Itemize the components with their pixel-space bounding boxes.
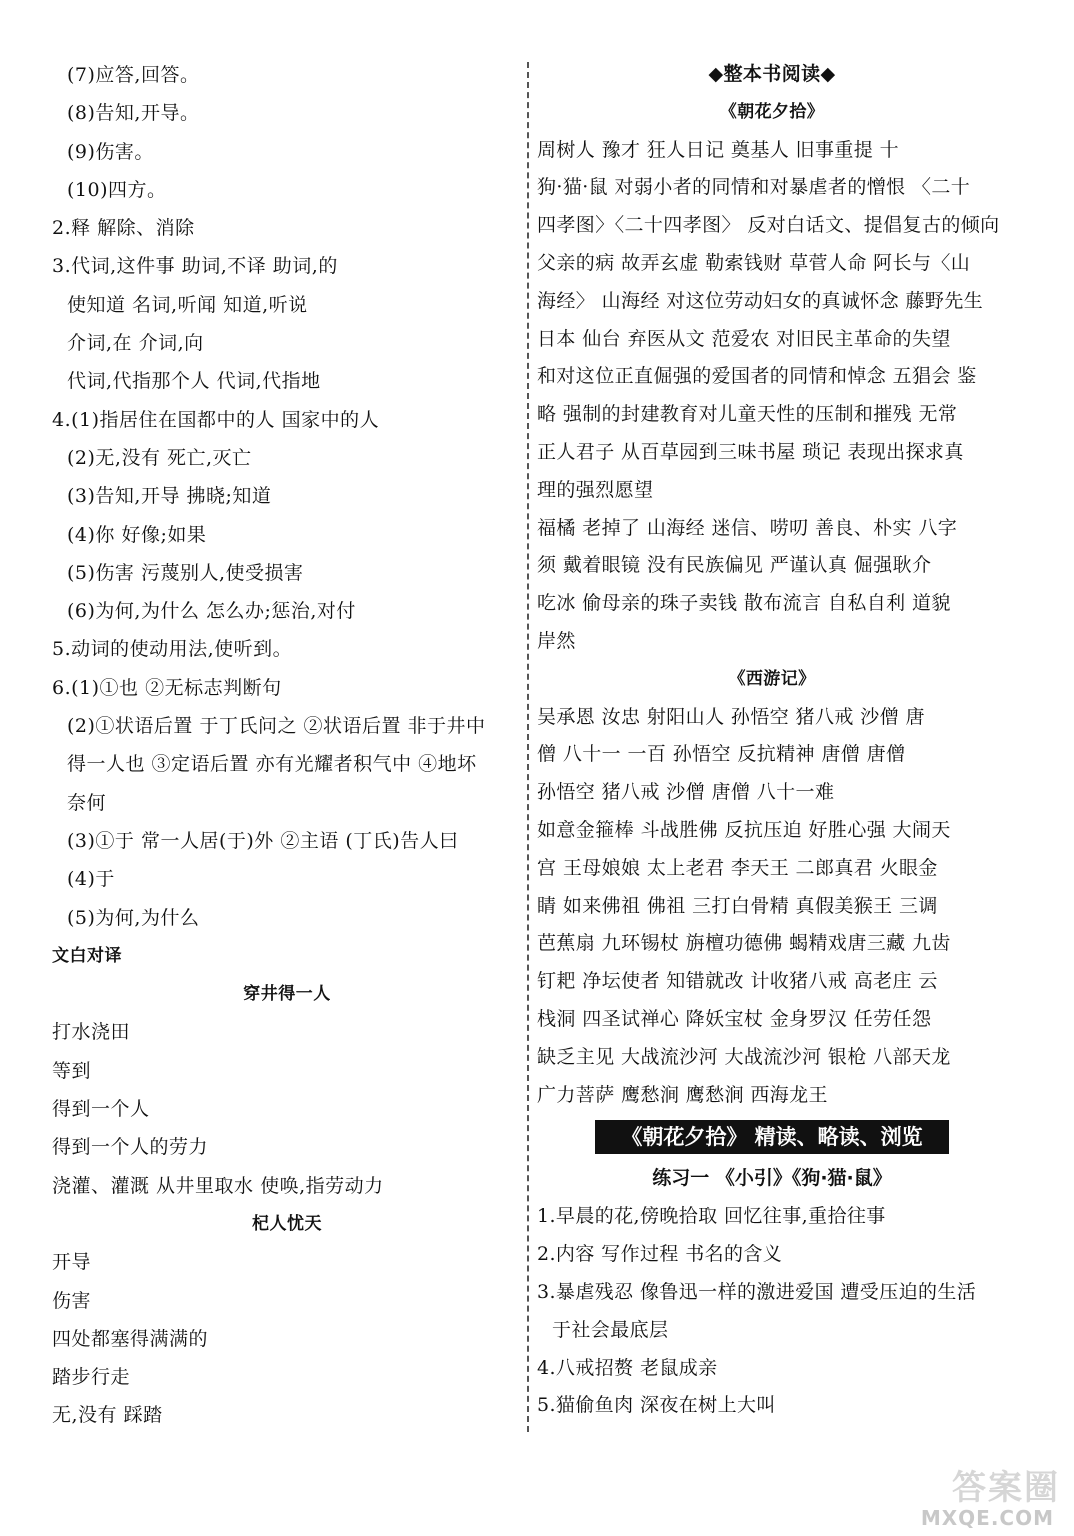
answer-line: (5)为何,为什么 [67,906,200,929]
answer-line: 岸然 [537,629,576,652]
answer-line: 宫 王母娘娘 太上老君 李天王 二郎真君 火眼金 [537,856,938,879]
answer-line: 吴承恩 汝忠 射阳山人 孙悟空 猪八戒 沙僧 唐 [537,705,925,728]
answer-line: 睛 如来佛祖 佛祖 三打白骨精 真假美猴王 三调 [537,894,938,917]
translation-line: 浇灌、灌溉 从井里取水 使唤,指劳动力 [52,1174,384,1197]
answer-line: (2)①状语后置 于丁氏问之 ②状语后置 非于井中 [67,715,486,738]
answer-line: 1.早晨的花,傍晚拾取 回忆往事,重拾往事 [537,1205,886,1228]
chapter-banner: 《朝花夕拾》 精读、略读、浏览 [595,1120,949,1154]
section-header: ◆整本书阅读◆ [708,63,836,85]
answer-line: 僧 八十一 一百 孙悟空 反抗精神 唐僧 唐僧 [537,743,906,766]
story-title: 穿井得一人 [243,984,331,1005]
answer-line: (4)于 [67,868,115,891]
translation-line: 得到一个人的劳力 [52,1136,209,1159]
answer-line: 缺乏主见 大战流沙河 大战流沙河 银枪 八部天龙 [537,1045,951,1068]
answer-line: 奈何 [67,791,107,814]
answer-line: 四孝图〉〈二十四孝图〉 反对白话文、提倡复古的倾向 [537,214,1000,237]
answer-line: 日本 仙台 弃医从文 范爱农 对旧民主革命的失望 [537,327,951,350]
watermark-url: MXQE.COM [920,1506,1054,1530]
answer-line: 4.八戒招赘 老鼠成亲 [537,1356,718,1379]
answer-line: (3)①于 常一人居(于)外 ②主语 (丁氏)告人曰 [67,829,459,852]
answer-line: 钉耙 净坛使者 知错就改 计收猪八戒 高老庄 云 [537,970,938,993]
section-title: 文白对译 [52,945,122,966]
answer-line: 于社会最底层 [552,1318,669,1341]
answer-line: (2)无,没有 死亡,灭亡 [67,446,252,469]
answer-line: 海经〉 山海经 对这位劳动妇女的真诚怀念 藤野先生 [537,289,984,312]
answer-line: (8)告知,开导。 [67,102,200,125]
answer-line: 吃冰 偷母亲的珠子卖钱 散布流言 自私自利 道貌 [537,592,951,615]
answer-line: 6.(1)①也 ②无标志判断句 [52,676,282,699]
answer-line: 广力菩萨 鹰愁涧 鹰愁涧 西海龙王 [537,1083,828,1106]
translation-line: 无,没有 踩踏 [52,1404,163,1427]
left-column [52,56,522,1435]
answer-line: 略 强制的封建教育对儿童天性的压制和摧残 无常 [537,403,958,426]
answer-line: 得一人也 ③定语后置 亦有光耀者积气中 ④地坏 [67,753,477,776]
answer-line: 介词,在 介词,向 [67,332,204,355]
answer-line: (10)四方。 [67,178,167,201]
answer-line: 周树人 豫才 狂人日记 奠基人 旧事重提 十 [537,138,899,161]
answer-line: 5.猫偷鱼肉 深夜在树上大叫 [537,1394,776,1417]
right-column [537,56,1007,1425]
answer-line: 5.动词的使动用法,使听到。 [52,638,293,661]
translation-line: 伤害 [52,1289,92,1312]
answer-line: (9)伤害。 [67,140,154,163]
answer-line: 狗·猫·鼠 对弱小者的同情和对暴虐者的憎恨 〈二十 [537,176,971,199]
answer-line: 芭蕉扇 九环锡杖 旃檀功德佛 蝎精戏唐三藏 九齿 [537,932,951,955]
answer-line: 如意金箍棒 斗战胜佛 反抗压迫 好胜心强 大闹天 [537,818,951,841]
answer-line: (7)应答,回答。 [67,64,200,86]
answer-line: 和对这位正直倔强的爱国者的同情和悼念 五猖会 鉴 [537,365,977,388]
answer-line: 4.(1)指居住在国都中的人 国家中的人 [52,408,380,431]
translation-line: 打水浇田 [52,1021,131,1044]
watermark-text: 答案圈 [952,1468,1060,1508]
exercise-title: 练习一 《小引》《狗·猫·鼠》 [652,1167,892,1190]
answer-line: 须 戴着眼镜 没有民族偏见 严谨认真 倔强耿介 [537,554,932,577]
answer-line: 理的强烈愿望 [537,478,654,501]
answer-line: 栈洞 四圣试禅心 降妖宝杖 金身罗汉 任劳任怨 [537,1007,932,1030]
column-divider [527,62,529,1432]
answer-line: 3.代词,这件事 助词,不译 助词,的 [52,255,338,278]
answer-line: 福橘 老掉了 山海经 迷信、唠叨 善良、朴实 八字 [537,516,958,539]
answer-line: 3.暴虐残忍 像鲁迅一样的激进爱国 遭受压迫的生活 [537,1280,977,1303]
answer-line: 孙悟空 猪八戒 沙僧 唐僧 八十一难 [537,781,835,804]
answer-line: 2.释 解除、消除 [52,217,195,240]
book-title: 《西游记》 [728,668,816,689]
answer-line: (3)告知,开导 拂晓;知道 [67,485,272,508]
answer-line: 正人君子 从百草园到三味书屋 琐记 表现出探求真 [537,440,964,463]
answer-line: 使知道 名词,听闻 知道,听说 [67,293,308,316]
translation-line: 开导 [52,1251,92,1274]
translation-line: 四处都塞得满满的 [52,1327,209,1350]
translation-line: 等到 [52,1059,92,1082]
book-title: 《朝花夕拾》 [719,101,825,122]
story-title: 杞人忧天 [252,1213,322,1234]
answer-line: 代词,代指那个人 代词,代指地 [67,370,321,393]
answer-line: 父亲的病 故弄玄虚 勒索钱财 草菅人命 阿长与〈山 [537,251,971,274]
watermark-logo [880,1460,1060,1530]
answer-line: 2.内容 写作过程 书名的含义 [537,1243,783,1266]
translation-line: 踏步行走 [52,1366,131,1389]
answer-line: (6)为何,为什么 怎么办;惩治,对付 [67,600,356,623]
translation-line: 得到一个人 [52,1098,150,1121]
answer-line: (4)你 好像;如果 [67,523,207,546]
answer-line: (5)伤害 污蔑别人,使受损害 [67,561,304,584]
